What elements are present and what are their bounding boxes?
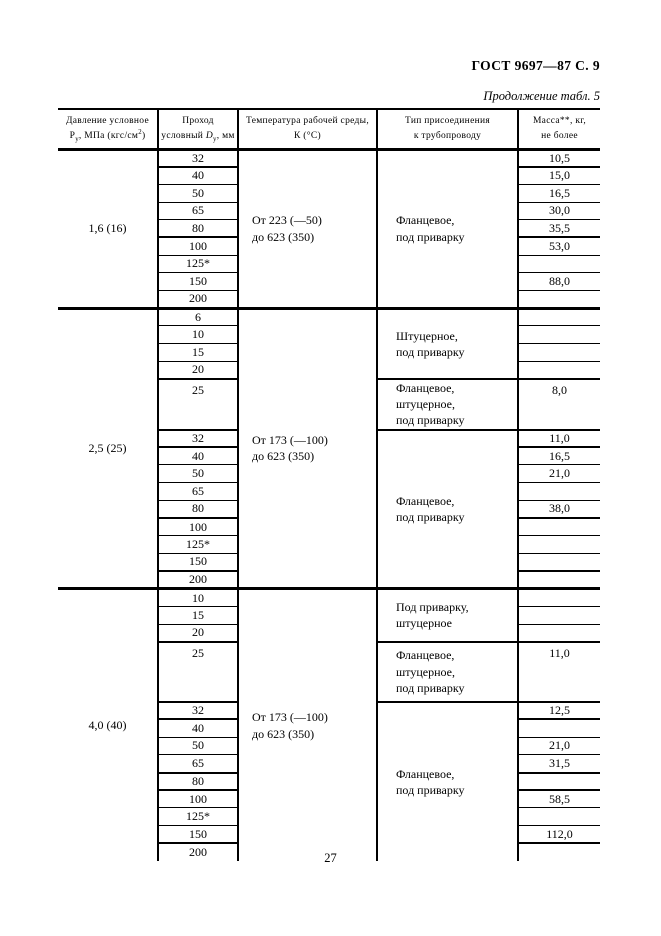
mass-cell: [518, 291, 600, 309]
mass-cell: 12,5: [518, 702, 600, 720]
pressure-section: [58, 589, 600, 861]
dn-cell: 20: [158, 361, 238, 379]
mass-cell: [518, 308, 600, 326]
mass-cell: 35,5: [518, 220, 600, 238]
dn-cell: 50: [158, 465, 238, 483]
mass-cell: 38,0: [518, 500, 600, 518]
mass-cell: 53,0: [518, 237, 600, 255]
mass-cell: [518, 589, 600, 607]
dn-cell: 200: [158, 571, 238, 589]
dn-cell: 65: [158, 483, 238, 501]
mass-cell: [518, 536, 600, 554]
mass-cell: [518, 624, 600, 642]
mass-cell: [518, 606, 600, 624]
mass-cell: [518, 808, 600, 826]
connection-type-cell: Фланцевое, под приварку: [377, 149, 518, 308]
dn-cell: 10: [158, 589, 238, 607]
column-header-connection: Тип присоединения к трубопроводу: [377, 109, 518, 149]
dn-cell: 150: [158, 273, 238, 291]
dn-cell: 40: [158, 167, 238, 185]
dn-cell: 150: [158, 553, 238, 571]
column-header-mass: Масса**, кг, не более: [532, 116, 587, 141]
mass-cell: 58,5: [518, 790, 600, 808]
mass-cell: [518, 553, 600, 571]
table-continuation-label: Продолжение табл. 5: [483, 89, 600, 103]
mass-cell: [518, 773, 600, 791]
dn-cell: 100: [158, 518, 238, 536]
dn-cell: 200: [158, 843, 238, 861]
mass-cell: 11,0: [518, 430, 600, 448]
data-table: [58, 108, 600, 861]
dn-cell: 32: [158, 430, 238, 448]
table-header: [58, 109, 600, 149]
connection-type-cell: Штуцерное, под приварку: [377, 308, 518, 379]
dn-cell: 25: [158, 379, 238, 430]
dn-cell: 65: [158, 202, 238, 220]
dn-cell: 20: [158, 624, 238, 642]
mass-cell: 11,0: [518, 642, 600, 702]
mass-cell: 16,5: [518, 447, 600, 465]
mass-cell: [518, 255, 600, 273]
dn-cell: 10: [158, 326, 238, 344]
temperature-cell: От 173 (—100) до 623 (350): [252, 709, 328, 741]
dn-cell: 40: [158, 447, 238, 465]
dn-cell: 100: [158, 237, 238, 255]
dn-cell: 125*: [158, 255, 238, 273]
page-number: 27: [324, 851, 337, 865]
column-header-temperature: Температура рабочей среды, К (°С): [245, 116, 369, 141]
dn-cell: 32: [158, 702, 238, 720]
temperature-cell: От 223 (—50) до 623 (350): [252, 212, 322, 244]
pressure-cell: 1,6 (16): [88, 221, 127, 236]
temperature-cell: От 173 (—100) до 623 (350): [252, 432, 328, 464]
dn-cell: 150: [158, 826, 238, 844]
column-header-dn: Проход условный $D_у$, мм: [158, 109, 238, 149]
mass-cell: 31,5: [518, 755, 600, 773]
dn-cell: 32: [158, 149, 238, 167]
table-row: [58, 149, 600, 167]
dn-cell: 50: [158, 737, 238, 755]
connection-type-cell: Фланцевое, под приварку: [377, 430, 518, 589]
dn-cell: 65: [158, 755, 238, 773]
connection-type-cell: Фланцевое, штуцерное, под приварку: [377, 379, 518, 430]
dn-cell: 80: [158, 500, 238, 518]
dn-cell: 25: [158, 642, 238, 702]
connection-type-cell: Под приварку, штуцерное: [377, 589, 518, 642]
dn-cell: 80: [158, 773, 238, 791]
mass-cell: 16,5: [518, 184, 600, 202]
table-row: [58, 589, 600, 607]
dn-cell: 40: [158, 719, 238, 737]
mass-cell: [518, 483, 600, 501]
mass-cell: [518, 571, 600, 589]
dn-cell: 6: [158, 308, 238, 326]
dn-cell: 50: [158, 184, 238, 202]
pressure-section: [58, 308, 600, 589]
mass-cell: [518, 361, 600, 379]
mass-cell: [518, 518, 600, 536]
pressure-cell: 2,5 (25): [88, 440, 127, 455]
dn-cell: 80: [158, 220, 238, 238]
dn-cell: 125*: [158, 536, 238, 554]
mass-cell: [518, 719, 600, 737]
dn-cell: 15: [158, 606, 238, 624]
connection-type-cell: Фланцевое, под приварку: [377, 702, 518, 861]
table-header-row: [58, 109, 600, 149]
table-row: [58, 308, 600, 326]
mass-cell: [518, 326, 600, 344]
mass-cell: 21,0: [518, 737, 600, 755]
mass-cell: 30,0: [518, 202, 600, 220]
dn-cell: 125*: [158, 808, 238, 826]
dn-cell: 15: [158, 344, 238, 362]
mass-cell: [518, 344, 600, 362]
column-header-pressure: Давление условное $Р_у$, МПа $(кгс/см^2)$: [66, 116, 149, 143]
mass-cell: 21,0: [518, 465, 600, 483]
mass-cell: 15,0: [518, 167, 600, 185]
mass-cell: 88,0: [518, 273, 600, 291]
dn-cell: 200: [158, 291, 238, 309]
dn-cell: 100: [158, 790, 238, 808]
mass-cell: 112,0: [518, 826, 600, 844]
connection-type-cell: Фланцевое, штуцерное, под приварку: [377, 642, 518, 702]
pressure-section: [58, 149, 600, 308]
mass-cell: 10,5: [518, 149, 600, 167]
document-ref: ГОСТ 9697—87 С. 9: [471, 58, 600, 73]
mass-cell: 8,0: [518, 379, 600, 430]
pressure-cell: 4,0 (40): [88, 718, 127, 733]
